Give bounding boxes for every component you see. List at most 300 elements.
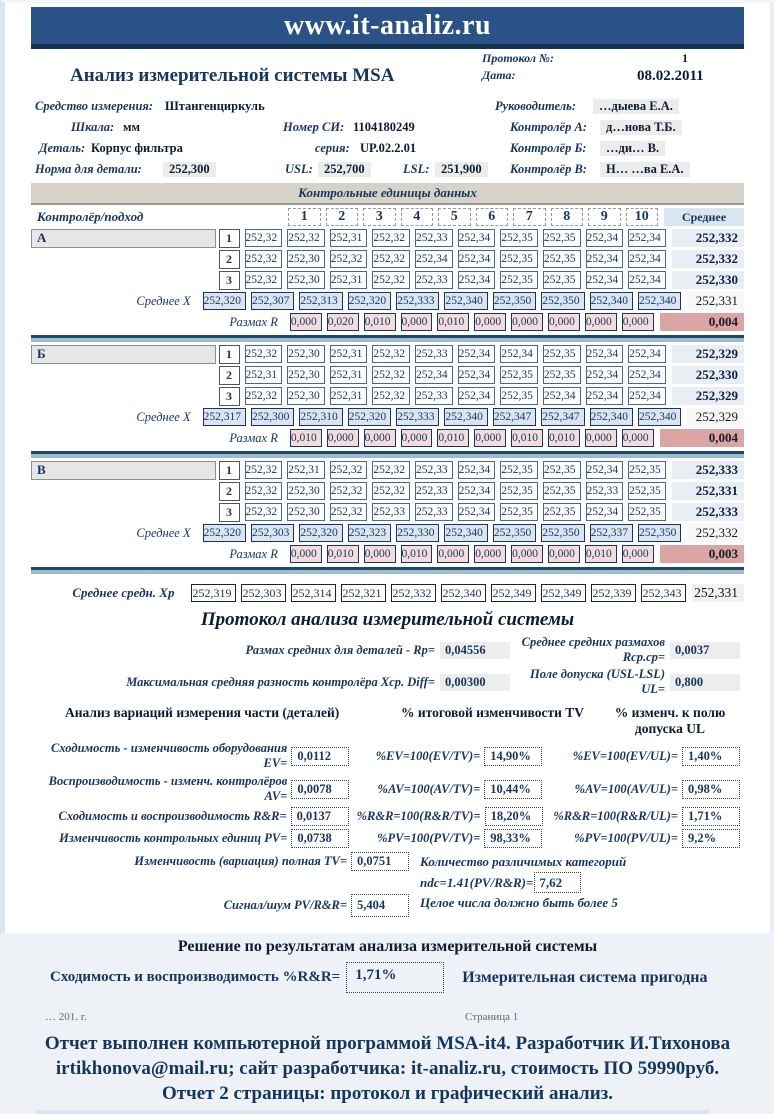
trial-row [31,460,744,480]
range-cell: 0,010 [364,313,396,331]
mean-x-cell: 252,310 [299,408,342,426]
site-url: www.it-analiz.ru [283,9,492,41]
measurement-cell: 252,35 [543,345,581,363]
section-separator [31,451,744,458]
trial-row-label-area [31,386,240,406]
range-total: 0,003 [660,545,744,563]
measurement-cell: 252,35 [543,366,581,384]
variation-header [35,705,740,737]
mean-x-cell: 252,303 [251,524,294,542]
range-cell: 0,000 [290,313,322,331]
range-cell: 0,000 [622,429,654,447]
trial-row [31,270,744,290]
range-cell: 0,000 [548,313,580,331]
column-header: 8 [551,208,584,226]
range-cell: 0,000 [622,545,654,563]
mean-x-cell: 252,320 [299,524,342,542]
measurement-cell: 252,34 [628,271,666,289]
range-cell: 0,010 [290,429,322,447]
trial-row [31,481,744,501]
mean-x-row [31,407,744,427]
signal-value: 5,404 [351,894,409,917]
trial-row-mean: 252,329 [672,387,744,405]
measurement-cell: 252,34 [458,366,496,384]
grand-mean-cell: 252,332 [391,584,436,602]
mean-x-cell: 252,317 [203,408,246,426]
measurement-cell: 252,35 [500,461,538,479]
measurement-cell: 252,32 [372,482,410,500]
mean-x-cell: 252,300 [251,408,294,426]
measurement-cell: 252,31 [245,366,283,384]
measurement-cell: 252,34 [586,503,624,521]
variation-row [35,829,740,848]
variation-value: 0,0137 [291,807,349,826]
measurement-cell: 252,31 [330,366,368,384]
measurement-cell: 252,31 [330,229,368,247]
measurement-cell: 252,30 [287,482,325,500]
variation-label: Сходимость - изменчивость оборудования EV= [51,741,288,770]
measurement-cell: 252,34 [586,461,624,479]
range-cell: 0,000 [511,313,543,331]
report-header [35,51,740,99]
mean-x-label: Среднее X [136,293,191,308]
trial-row-mean: 252,331 [672,482,744,500]
range-cell: 0,020 [327,313,359,331]
measurement-cell: 252,32 [245,229,283,247]
section-label: Б [31,345,216,364]
mean-x-cell: 252,340 [638,408,681,426]
variation-row [35,807,740,826]
measurement-cell: 252,34 [586,229,624,247]
trial-row [31,228,744,248]
grand-mean-total: 252,331 [692,584,744,602]
variation-tv-value: 10,44% [484,780,542,799]
trial-number: 3 [219,387,240,406]
trial-row [31,249,744,269]
data-units-band: Контрольные единицы данных [31,183,744,205]
measurement-cell: 252,32 [330,482,368,500]
page-title: Анализ измерительной системы MSA [70,65,395,86]
measurement-cell: 252,34 [628,345,666,363]
range-cell: 0,000 [511,545,543,563]
column-header-mean: Среднее [664,208,744,226]
mean-x-cell: 252,313 [299,292,342,310]
mean-x-cell: 252,320 [203,292,246,310]
measurement-cell: 252,32 [245,482,283,500]
mean-x-cell: 252,350 [493,524,536,542]
measurement-cell: 252,32 [372,366,410,384]
usl-value: 252,700 [318,162,371,177]
range-cell: 0,000 [474,429,506,447]
range-row [31,428,744,448]
measurement-cell: 252,34 [458,345,496,363]
mean-x-total: 252,331 [687,292,744,310]
mean-x-cell: 252,320 [348,292,391,310]
mean-x-cell: 252,320 [203,524,246,542]
range-cell: 0,010 [327,545,359,563]
variation-label: Воспроизводимость - изменч. контролёров AV= [48,774,288,803]
range-cell: 0,010 [401,545,433,563]
site-banner [31,7,744,49]
controller-v-label: Контролёр В: [510,162,587,176]
measurement-cell: 252,32 [287,229,325,247]
range-label: Размах R [229,546,278,561]
trial-row [31,344,744,364]
range-cell: 0,000 [474,313,506,331]
range-cell: 0,010 [511,429,543,447]
part-value: Корпус фильтра [91,141,183,155]
measurement-cell: 252,34 [586,345,624,363]
mean-x-cell: 252,333 [396,292,439,310]
column-header: 7 [513,208,546,226]
column-header: 3 [363,208,396,226]
stat-row-1 [35,635,740,665]
grand-mean-row [31,583,744,603]
measurement-cell: 252,32 [330,250,368,268]
trial-row-mean: 252,332 [672,250,744,268]
range-cell: 0,000 [437,545,469,563]
trial-number: 1 [219,461,240,480]
measurement-table [5,207,770,603]
measurement-cell: 252,32 [245,345,283,363]
measurement-cell: 252,35 [500,482,538,500]
series-label: серия: [315,141,350,155]
measurement-cell: 252,34 [500,345,538,363]
grand-mean-cell: 252,314 [291,584,336,602]
measurement-cell: 252,31 [330,345,368,363]
controller-b-value: …ди… В. [600,141,665,156]
measurement-cell: 252,34 [415,366,453,384]
trial-row-mean: 252,330 [672,271,744,289]
range-cell: 0,010 [437,429,469,447]
grand-mean-cell: 252,321 [341,584,386,602]
usl-label: USL: [285,162,313,176]
variation-tv-value: 18,20% [485,807,543,826]
measurement-cell: 252,33 [415,271,453,289]
column-header: 4 [401,208,434,226]
measurement-cell: 252,31 [330,387,368,405]
trial-row-mean: 252,332 [672,229,744,247]
trial-row-label-area [31,460,240,480]
trial-number: 2 [219,482,240,501]
column-header: 6 [476,208,509,226]
measurement-cell: 252,30 [287,250,325,268]
decision-value: 1,71% [346,962,444,993]
column-header-controller: Контролёр/подход [37,209,144,224]
manager-value: …дыева Е.А. [593,99,679,114]
variation-value: 0,0738 [291,829,349,848]
variation-ul-value: 1,71% [682,807,740,826]
mean-x-cell: 252,350 [541,524,584,542]
totals-block [35,852,740,928]
trial-number: 1 [219,229,240,248]
variation-header-col3: % изменч. к полю допуска UL [614,705,726,736]
ndc-line1: Количество различимых категорий [420,854,627,869]
measurement-cell: 252,33 [415,461,453,479]
measurement-cell: 252,35 [543,229,581,247]
mean-x-cell: 252,340 [590,408,633,426]
variation-row [35,741,740,771]
grand-mean-cell: 252,349 [491,584,536,602]
column-header: 5 [438,208,471,226]
measurement-cell: 252,34 [628,250,666,268]
trial-row-mean: 252,333 [672,461,744,479]
mean-x-cell: 252,347 [493,408,536,426]
trial-row-label-area [31,502,240,522]
footer-line2: irtikhonova@mail.ru; сайт разработчика: it-analiz.ru, стоимость ПО 59990руб. [55,1058,720,1080]
range-cell: 0,000 [474,545,506,563]
range-label: Размах R [229,314,278,329]
measurement-cell: 252,34 [458,229,496,247]
mean-x-cell: 252,337 [590,524,633,542]
variation-header-col2: % итоговой изменчивости TV [400,705,584,720]
range-cell: 0,010 [437,313,469,331]
signal-label: Сигнал/шум PV/R&R= [223,898,347,912]
measurement-cell: 252,30 [287,503,325,521]
trial-row-label-area [31,344,240,364]
range-cell: 0,000 [585,313,617,331]
measurement-cell: 252,34 [458,387,496,405]
measurement-cell: 252,30 [287,366,325,384]
controller-b-label: Контролёр Б: [510,141,587,155]
trial-row [31,386,744,406]
measurement-cell: 252,32 [245,503,283,521]
mean-x-cell: 252,350 [541,292,584,310]
measurement-cell: 252,34 [628,229,666,247]
lsl-label: LSL: [403,162,430,176]
measurement-cell: 252,32 [245,271,283,289]
variation-tv-formula: %R&R=100(R&R/TV)= [356,809,481,823]
trial-row [31,502,744,522]
range-total: 0,004 [660,429,744,447]
variation-ul-value: 9,2% [682,829,740,848]
controller-v-value: Н… …ва Е.А. [600,162,690,177]
measurement-cell: 252,34 [458,250,496,268]
mean-x-cell: 252,340 [444,408,487,426]
rp-label: Размах средних для деталей - Rp= [245,642,435,657]
protocol-number-value: 1 [682,51,688,65]
range-cell: 0,000 [364,545,396,563]
grand-mean-cell: 252,340 [441,584,486,602]
variation-ul-formula: %R&R=100(R&R/UL)= [553,809,678,823]
instrument-value: Штангенциркуль [165,99,265,113]
ndc-formula: ndc=1.41(PV/R&R)= [420,874,534,890]
footer-page-number: Страница 1 [465,1011,519,1023]
ndc-line2 [420,872,626,894]
xdiff-value: 0,00300 [440,674,510,691]
measurement-cell: 252,30 [287,271,325,289]
mean-x-cell: 252,320 [348,408,391,426]
trial-row-mean: 252,329 [672,345,744,363]
measurement-cell: 252,32 [330,503,368,521]
si-number-label: Номер СИ: [283,120,345,134]
range-cell: 0,000 [585,429,617,447]
variation-tv-value: 14,90% [484,747,542,766]
measurement-cell: 252,34 [628,366,666,384]
mean-x-label: Среднее X [136,525,191,540]
xdiff-label: Максимальная средняя разность контролёра Хср. Diff= [126,674,435,689]
trial-row-label-area [31,249,240,269]
footer-meta [45,1011,730,1023]
tolerance-label: Поле допуска (USL-LSL) UL= [530,667,665,696]
measurement-cell: 252,34 [586,271,624,289]
column-header: 1 [288,208,321,226]
variation-value: 0,0112 [291,747,349,766]
measurement-cell: 252,35 [628,503,666,521]
range-row [31,312,744,332]
variation-ul-formula: %AV=100(AV/UL)= [574,781,678,796]
variation-ul-formula: %PV=100(PV/UL)= [574,831,678,845]
range-cell: 0,000 [401,313,433,331]
bottom-accent-bar [35,1110,710,1114]
mean-x-cell: 252,347 [541,408,584,426]
measurement-cell: 252,33 [415,229,453,247]
ndc-block [420,852,626,913]
footer-line3: Отчет 2 страницы: протокол и графический анализ. [161,1083,614,1105]
measurement-cell: 252,30 [287,387,325,405]
instrument-label: Средство измерения: [35,99,154,113]
column-header: 9 [588,208,621,226]
measurement-cell: 252,32 [245,387,283,405]
variation-label: Изменчивость контрольных единиц PV= [59,831,288,845]
mean-x-total: 252,329 [687,408,744,426]
stat-row-2 [35,667,740,697]
footer-credits [5,1031,770,1106]
controller-a-value: д…нова Т.Б. [600,120,682,135]
scale-value: мм [123,120,141,134]
measurement-cell: 252,34 [586,366,624,384]
mean-x-label: Среднее X [136,409,191,424]
range-row [31,544,744,564]
measurement-cell: 252,32 [372,345,410,363]
mean-x-cell: 252,340 [444,292,487,310]
range-cell: 0,000 [548,545,580,563]
si-number-value: 1104180249 [353,120,415,134]
measurement-cell: 252,32 [245,461,283,479]
trial-row-label-area [31,270,240,290]
measurement-cell: 252,35 [500,503,538,521]
trial-row-label-area [31,228,240,248]
trial-row-mean: 252,330 [672,366,744,384]
column-header: 2 [326,208,359,226]
grand-mean-cell: 252,349 [541,584,586,602]
range-cell: 0,000 [401,429,433,447]
trial-row-mean: 252,333 [672,503,744,521]
variation-rows [5,741,770,848]
measurement-cell: 252,32 [372,271,410,289]
variation-ul-formula: %EV=100(EV/UL)= [572,748,678,763]
mean-x-cell: 252,330 [396,524,439,542]
measurement-cell: 252,33 [372,503,410,521]
variation-value: 0,0078 [291,780,349,799]
measurement-cell: 252,33 [415,387,453,405]
ndc-value: 7,62 [534,872,581,894]
measurement-cell: 252,35 [500,271,538,289]
measurement-cell: 252,35 [500,366,538,384]
measurement-cell: 252,32 [330,461,368,479]
tolerance-value: 0,800 [670,674,740,691]
grand-mean-cell: 252,303 [241,584,286,602]
series-value: UP.02.2.01 [360,141,417,155]
range-cell: 0,000 [327,429,359,447]
controller-a-label: Контролёр А: [510,120,587,134]
meta-fields [35,99,740,181]
lsl-value: 251,900 [435,162,488,177]
grand-mean-cell: 252,319 [191,584,236,602]
grand-mean-label: Среднее средн. Xp [72,585,175,600]
measurement-cell: 252,34 [586,250,624,268]
scale-label: Шкала: [71,120,115,134]
protocol-number-label: Протокол №: [482,51,554,65]
footer-line1: Отчет выполнен компьютерной программой MSA-it4. Разработчик И.Тихонова [44,1033,731,1054]
tv-value: 0,0751 [351,852,409,871]
measurement-cell: 252,35 [500,250,538,268]
measurement-cell: 252,34 [543,387,581,405]
trial-number: 2 [219,366,240,385]
footer-date: … 201. г. [45,1011,87,1023]
column-header: 10 [626,208,659,226]
measurement-cell: 252,34 [458,482,496,500]
trial-number: 2 [219,250,240,269]
measurement-cell: 252,32 [372,461,410,479]
mean-x-total: 252,332 [687,524,744,542]
range-label: Размах R [229,430,278,445]
range-cell: 0,000 [622,313,654,331]
mean-x-cell: 252,350 [638,524,681,542]
measurement-cell: 252,35 [543,503,581,521]
mean-x-row [31,523,744,543]
grand-mean-cell: 252,343 [641,584,686,602]
measurement-cell: 252,35 [628,461,666,479]
range-cell: 0,000 [364,429,396,447]
measurement-cell: 252,34 [415,250,453,268]
measurement-cell: 252,34 [458,271,496,289]
decision-label: Сходимость и воспроизводимость %R&R= [50,969,341,985]
measurement-cell: 252,33 [415,482,453,500]
measurement-cell: 252,34 [586,387,624,405]
table-header-row [31,207,744,227]
variation-ul-value: 1,40% [682,747,740,766]
rp-value: 0,04556 [440,642,510,659]
trial-number: 1 [219,345,240,364]
rcp-value: 0,0037 [670,642,740,659]
decision-verdict: Измерительная система пригодна [462,968,708,986]
measurement-cell: 252,32 [372,387,410,405]
measurement-cell: 252,35 [628,482,666,500]
measurement-cell: 252,35 [543,461,581,479]
measurement-cell: 252,32 [372,229,410,247]
trial-number: 3 [219,503,240,522]
range-cell: 0,010 [548,429,580,447]
variation-ul-value: 0,98% [682,780,740,799]
trial-row-label-area [31,365,240,385]
section-separator [31,567,744,574]
norm-value: 252,300 [163,162,216,177]
trial-row [31,365,744,385]
measurement-cell: 252,33 [586,482,624,500]
tv-label: Изменчивость (вариация) полная TV= [134,854,347,868]
section-label: В [31,461,216,480]
variation-tv-formula: %EV=100(EV/TV)= [375,748,481,763]
protocol-title: Протокол анализа измерительной системы [200,609,575,630]
measurement-cell: 252,31 [330,271,368,289]
range-cell: 0,000 [290,545,322,563]
ndc-note: Целое числа должно быть более 5 [420,895,618,910]
date-label: Дата: [482,68,516,82]
variation-label: Сходимость и воспроизводимость R&R= [58,809,287,823]
measurement-cell: 252,34 [458,503,496,521]
measurement-cell: 252,35 [543,250,581,268]
